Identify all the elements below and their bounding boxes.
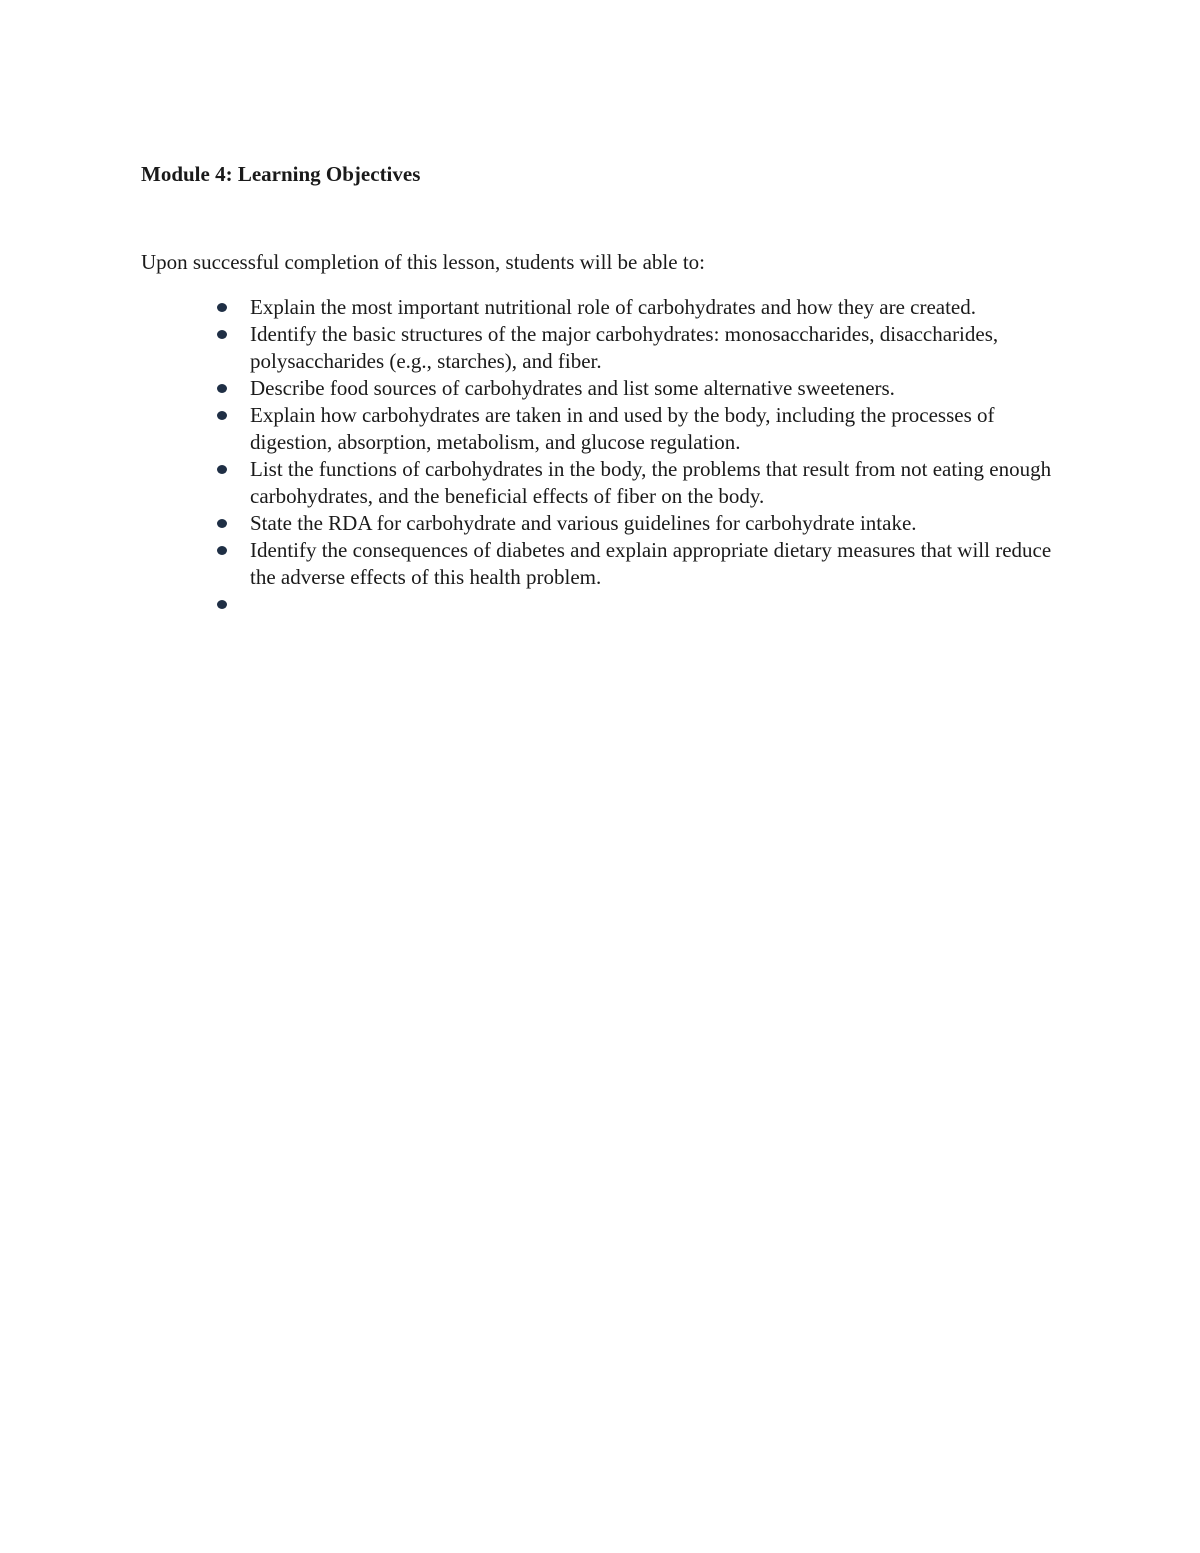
objective-text: List the functions of carbohydrates in the body, the problems that result from not eating enough carbohydrates, and the beneficial effects of fiber on the body.	[250, 457, 1052, 508]
objective-text: Identify the consequences of diabetes and explain appropriate dietary measures that will reduce the adverse effects of this health problem.	[250, 538, 1052, 589]
page-title: Module 4: Learning Objectives	[141, 162, 421, 186]
objective-item-8	[210, 591, 1070, 618]
bullet-icon	[217, 303, 227, 312]
bullet-icon	[217, 411, 227, 420]
objective-text: Explain how carbohydrates are taken in and used by the body, including the processes of digestion, absorption, metabolism, and glucose regulation.	[250, 403, 995, 454]
bullet-icon	[217, 330, 227, 339]
bullet-icon	[217, 384, 227, 393]
objective-item-7	[210, 537, 1070, 591]
objective-item-5	[210, 456, 1070, 510]
objective-item-6	[210, 510, 1070, 537]
objectives-list	[210, 294, 1070, 618]
bullet-icon	[217, 600, 227, 609]
objective-item-4	[210, 402, 1070, 456]
bullet-icon	[217, 519, 227, 528]
bullet-icon	[217, 546, 227, 555]
bullet-icon	[217, 465, 227, 474]
intro-text: Upon successful completion of this lesson, students will be able to:	[141, 250, 706, 274]
objective-item-1	[210, 294, 1070, 321]
objective-text: State the RDA for carbohydrate and various guidelines for carbohydrate intake.	[250, 511, 917, 535]
objective-item-3	[210, 375, 1070, 402]
objective-item-2	[210, 321, 1070, 375]
objective-text: Describe food sources of carbohydrates and list some alternative sweeteners.	[250, 376, 895, 400]
objective-text: Identify the basic structures of the major carbohydrates: monosaccharides, disaccharides, polysaccharides (e.g., starches), and fiber.	[250, 322, 999, 373]
objective-text: Explain the most important nutritional role of carbohydrates and how they are created.	[250, 295, 977, 319]
